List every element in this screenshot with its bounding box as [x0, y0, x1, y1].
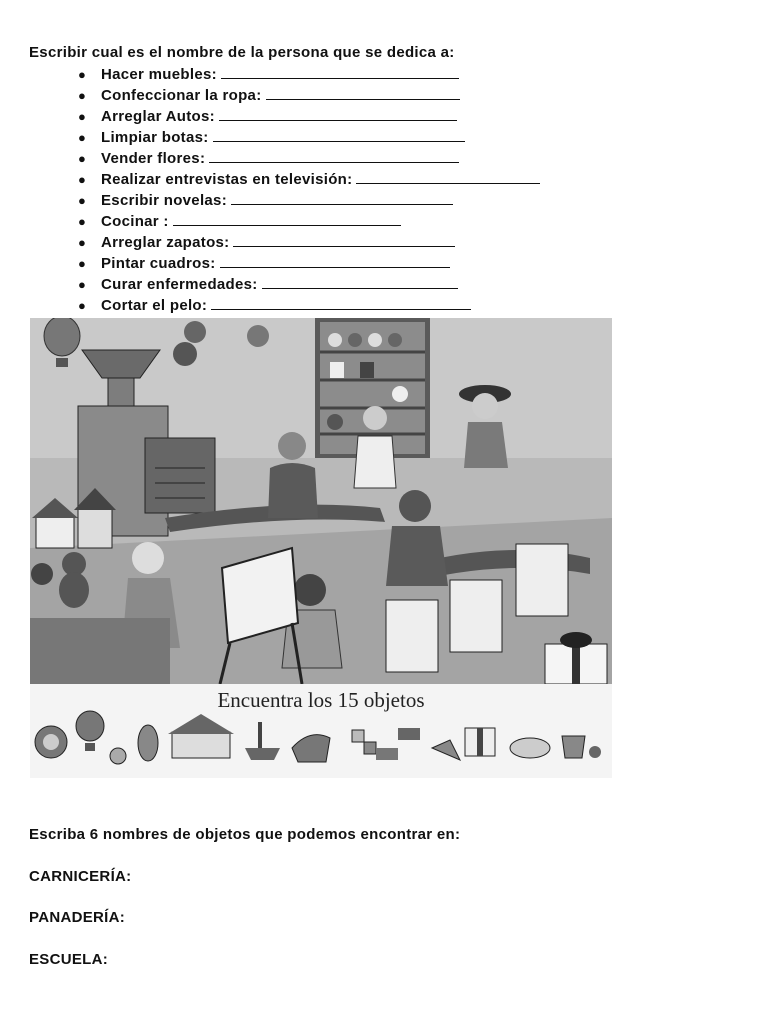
bullet-icon: ● — [78, 172, 87, 187]
occupation-label: Limpiar botas: — [101, 129, 209, 146]
occupation-list — [78, 64, 540, 316]
bullet-icon: ● — [78, 214, 87, 229]
balloon — [247, 325, 269, 347]
occupation-label: Realizar entrevistas en televisión: — [101, 171, 353, 188]
ship-object-icon — [245, 748, 280, 760]
occupation-label: Cocinar : — [101, 213, 169, 230]
truck-object-icon — [376, 748, 398, 760]
occupation-label: Cortar el pelo: — [101, 297, 208, 314]
bullet-icon: ● — [78, 88, 87, 103]
list-item — [78, 106, 540, 127]
bullet-icon: ● — [78, 235, 87, 250]
answer-blank[interactable] — [173, 212, 401, 226]
answer-blank[interactable] — [213, 128, 465, 142]
answer-blank[interactable] — [266, 86, 460, 100]
answer-blank[interactable] — [233, 233, 455, 247]
bunny-object-icon — [138, 725, 158, 761]
bullet-icon: ● — [78, 193, 87, 208]
occupation-label: Pintar cuadros: — [101, 255, 216, 272]
list-item — [78, 190, 540, 211]
occupation-label: Arreglar Autos: — [101, 108, 215, 125]
question-objects: Escriba 6 nombres de objetos que podemos encontrar en: — [29, 826, 461, 843]
house-object-icon — [172, 732, 230, 758]
list-item — [78, 274, 540, 295]
answer-blank[interactable] — [356, 170, 540, 184]
blocks-object-icon — [364, 742, 376, 754]
balloon — [184, 321, 206, 343]
list-item — [78, 169, 540, 190]
list-item — [78, 127, 540, 148]
occupation-label: Escribir novelas: — [101, 192, 227, 209]
category-bakery: PANADERÍA: — [29, 909, 126, 926]
answer-blank[interactable] — [221, 65, 459, 79]
occupation-label: Arreglar zapatos: — [101, 234, 230, 251]
answer-blank[interactable] — [211, 296, 471, 310]
bullet-icon: ● — [78, 256, 87, 271]
answer-blank[interactable] — [209, 149, 459, 163]
balloon — [173, 342, 197, 366]
bullet-icon: ● — [78, 298, 87, 313]
list-item — [78, 148, 540, 169]
occupation-label: Confeccionar la ropa: — [101, 87, 262, 104]
balloon-object-icon — [76, 711, 104, 741]
list-item — [78, 85, 540, 106]
list-item — [78, 211, 540, 232]
roly-poly-icon — [110, 748, 126, 764]
target-object-icon — [43, 734, 59, 750]
answer-blank[interactable] — [262, 275, 458, 289]
toy-workshop-illustration — [30, 318, 612, 778]
rattle-object-icon — [589, 746, 601, 758]
gift-ribbon-icon — [477, 728, 483, 756]
bullet-icon: ● — [78, 151, 87, 166]
work-table — [30, 618, 170, 684]
worksheet-heading: Escribir cual es el nombre de la persona que se dedica a: — [29, 44, 455, 61]
answer-blank[interactable] — [231, 191, 453, 205]
occupation-label: Hacer muebles: — [101, 66, 217, 83]
list-item — [78, 232, 540, 253]
bullet-icon: ● — [78, 277, 87, 292]
answer-blank[interactable] — [220, 254, 450, 268]
category-school: ESCUELA: — [29, 951, 109, 968]
ship-mast-icon — [258, 722, 262, 748]
occupation-label: Curar enfermedades: — [101, 276, 258, 293]
drum-object-icon — [562, 736, 585, 758]
list-item — [78, 64, 540, 85]
bullet-icon: ● — [78, 67, 87, 82]
occupation-label: Vender flores: — [101, 150, 206, 167]
scene-title: Encuentra los 15 objetos — [217, 688, 425, 712]
category-butcher: CARNICERÍA: — [29, 868, 132, 885]
bullet-icon: ● — [78, 109, 87, 124]
truck-object-icon — [398, 728, 420, 740]
bullet-icon: ● — [78, 130, 87, 145]
list-item — [78, 253, 540, 274]
answer-blank[interactable] — [219, 107, 457, 121]
toy-dog-icon — [510, 738, 550, 758]
list-item — [78, 295, 540, 316]
blocks-object-icon — [352, 730, 364, 742]
balloon-basket-icon — [85, 743, 95, 751]
